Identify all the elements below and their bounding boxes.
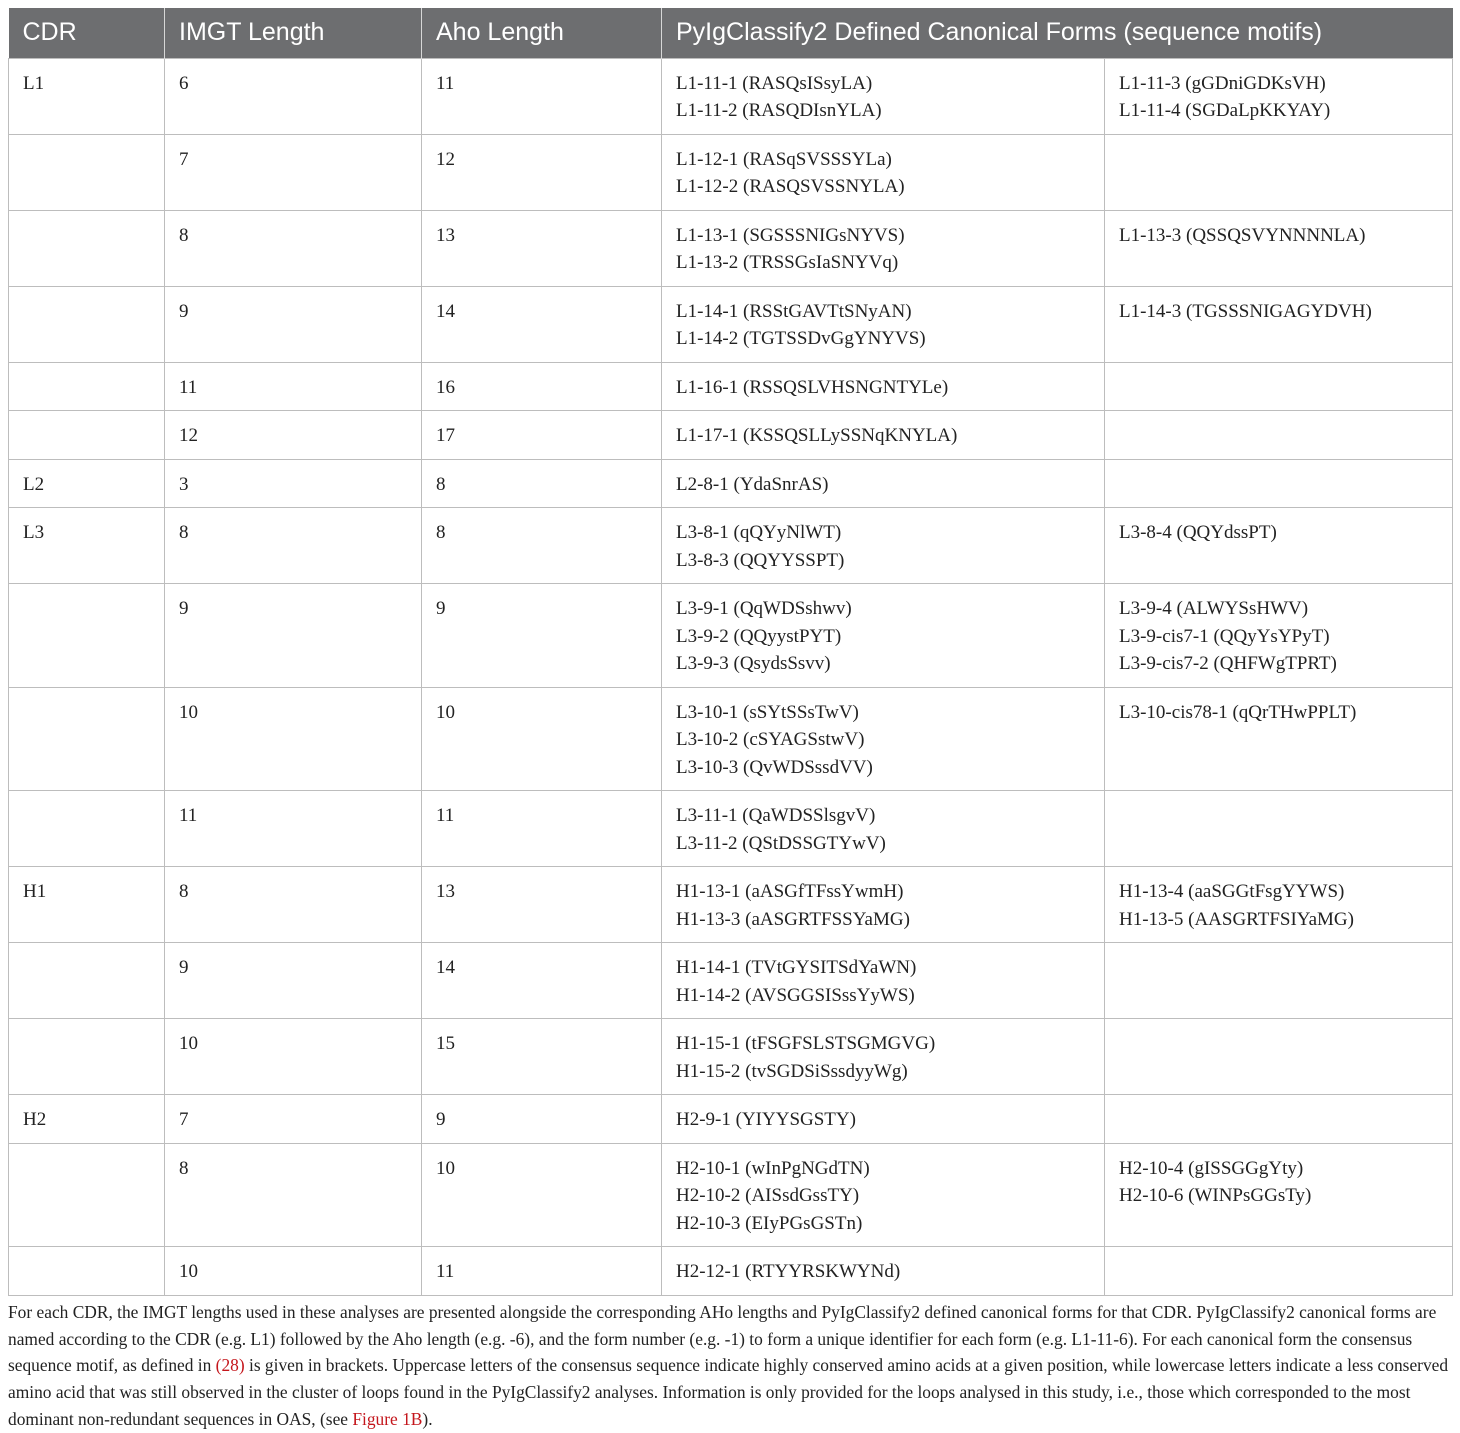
table-row	[9, 508, 1453, 584]
canonical-form: L3-9-2 (QQyystPYT)	[676, 625, 842, 647]
table-row	[9, 286, 1453, 362]
canonical-forms-cell	[662, 1019, 1105, 1095]
imgt-length-cell: 7	[165, 1095, 422, 1144]
canonical-form: H1-13-4 (aaSGGtFsgYYWS)	[1119, 881, 1345, 902]
cdr-cell	[9, 1019, 165, 1095]
imgt-length-cell: 12	[165, 411, 422, 460]
imgt-length-cell: 8	[165, 867, 422, 943]
canonical-form: H1-13-3 (aASGRTFSSYaMG)	[676, 908, 910, 930]
canonical-form: H1-13-1 (aASGfTFssYwmH)	[676, 881, 904, 902]
canonical-form: L1-13-1 (SGSSSNIGsNYVS)	[676, 224, 905, 246]
canonical-forms-cell	[662, 687, 1105, 791]
cdr-cell	[9, 411, 165, 460]
canonical-forms-cell-secondary	[1105, 286, 1453, 362]
table-row	[9, 1095, 1453, 1144]
table-row	[9, 1019, 1453, 1095]
canonical-form: L3-9-cis7-1 (QQyYsYPyT)	[1119, 625, 1330, 647]
canonical-forms-cell	[662, 134, 1105, 210]
aho-length-cell: 8	[422, 459, 662, 508]
aho-length-cell: 14	[422, 286, 662, 362]
canonical-form: H2-10-4 (gISSGGgYty)	[1119, 1157, 1304, 1179]
reference-link-28[interactable]: (28)	[215, 1355, 245, 1376]
table-row	[9, 1143, 1453, 1247]
canonical-form: L1-11-4 (SGDaLpKKYAY)	[1119, 100, 1331, 121]
imgt-length-cell: 11	[165, 791, 422, 867]
canonical-forms-cell-secondary	[1105, 943, 1453, 1019]
cdr-cell	[9, 210, 165, 286]
canonical-form: L3-9-1 (QqWDSshwv)	[676, 598, 852, 619]
imgt-length-cell: 10	[165, 687, 422, 791]
canonical-form: H1-15-1 (tFSGFSLSTSGMGVG)	[676, 1033, 936, 1054]
canonical-form: L1-14-1 (RSStGAVTtSNyAN)	[676, 300, 912, 322]
imgt-length-cell: 8	[165, 1143, 422, 1247]
imgt-length-cell: 9	[165, 943, 422, 1019]
table-header-row	[9, 8, 1453, 58]
caption-text-2: is given in brackets. Uppercase letters of the consensus sequence indicate highly conserved amino acids at a given position, while lowercase letters indicate a less conserved amino acid that was still observed in the cluster of loops found in the PyIgClassify2 analyses. Information is only provided for the loops analysed in this study, i.e., those which corresponded to the most dominant non-redundant sequences in OAS, (see	[8, 1355, 1449, 1429]
canonical-form: H2-10-1 (wInPgNGdTN)	[676, 1157, 870, 1179]
canonical-form: L1-11-1 (RASQsISsyLA)	[676, 72, 873, 94]
header-canonical-forms: PyIgClassify2 Defined Canonical Forms (sequence motifs)	[662, 8, 1453, 58]
aho-length-cell: 15	[422, 1019, 662, 1095]
canonical-form: H2-10-3 (EIyPGsGSTn)	[676, 1212, 863, 1234]
cdr-cell	[9, 791, 165, 867]
cdr-cell	[9, 1143, 165, 1247]
canonical-forms-cell	[662, 584, 1105, 688]
cdr-cell	[9, 134, 165, 210]
imgt-length-cell: 7	[165, 134, 422, 210]
canonical-forms-cell-secondary	[1105, 1247, 1453, 1296]
table-row	[9, 411, 1453, 460]
canonical-forms-cell	[662, 362, 1105, 411]
canonical-form: L1-13-3 (QSSQSVYNNNNLA)	[1119, 224, 1366, 246]
cdr-cell: L1	[9, 58, 165, 134]
table-row	[9, 58, 1453, 134]
canonical-form: L1-14-2 (TGTSSDvGgYNYVS)	[676, 328, 926, 349]
aho-length-cell: 9	[422, 1095, 662, 1144]
cdr-cell	[9, 584, 165, 688]
canonical-form: H2-10-6 (WINPsGGsTy)	[1119, 1185, 1312, 1206]
canonical-form: H1-15-2 (tvSGDSiSssdyyWg)	[676, 1060, 908, 1082]
imgt-length-cell: 9	[165, 584, 422, 688]
canonical-forms-cell	[662, 210, 1105, 286]
header-aho-length: Aho Length	[422, 8, 662, 58]
table-row	[9, 210, 1453, 286]
canonical-form: L1-11-2 (RASQDIsnYLA)	[676, 100, 882, 121]
canonical-forms-cell	[662, 1247, 1105, 1296]
table-row	[9, 459, 1453, 508]
canonical-forms-cell-secondary	[1105, 210, 1453, 286]
canonical-forms-cell	[662, 1143, 1105, 1247]
cdr-cell	[9, 943, 165, 1019]
canonical-form: L3-9-4 (ALWYSsHWV)	[1119, 598, 1309, 619]
canonical-forms-cell-secondary	[1105, 459, 1453, 508]
aho-length-cell: 11	[422, 1247, 662, 1296]
canonical-forms-cell-secondary	[1105, 584, 1453, 688]
imgt-length-cell: 10	[165, 1019, 422, 1095]
imgt-length-cell: 8	[165, 210, 422, 286]
aho-length-cell: 10	[422, 687, 662, 791]
table-body	[9, 58, 1453, 1295]
caption-text-3: ).	[422, 1408, 433, 1429]
canonical-form: H2-9-1 (YIYYSGSTY)	[676, 1109, 856, 1130]
canonical-forms-cell	[662, 867, 1105, 943]
canonical-forms-cell-secondary	[1105, 134, 1453, 210]
table-row	[9, 584, 1453, 688]
cdr-cell: L3	[9, 508, 165, 584]
table-row	[9, 867, 1453, 943]
cdr-cell: H2	[9, 1095, 165, 1144]
canonical-form: L1-16-1 (RSSQSLVHSNGNTYLe)	[676, 376, 949, 398]
figure-1b-link[interactable]: Figure 1B	[352, 1408, 423, 1429]
aho-length-cell: 13	[422, 867, 662, 943]
imgt-length-cell: 9	[165, 286, 422, 362]
canonical-forms-cell	[662, 943, 1105, 1019]
imgt-length-cell: 3	[165, 459, 422, 508]
canonical-forms-table	[8, 8, 1453, 1296]
cdr-cell	[9, 362, 165, 411]
canonical-form: H1-13-5 (AASGRTFSIYaMG)	[1119, 908, 1354, 930]
aho-length-cell: 17	[422, 411, 662, 460]
canonical-form: L3-9-cis7-2 (QHFWgTPRT)	[1119, 653, 1337, 674]
canonical-form: H2-12-1 (RTYYRSKWYNd)	[676, 1261, 901, 1282]
table-row	[9, 362, 1453, 411]
table-row	[9, 943, 1453, 1019]
imgt-length-cell: 10	[165, 1247, 422, 1296]
canonical-forms-cell-secondary	[1105, 1019, 1453, 1095]
canonical-forms-cell-secondary	[1105, 687, 1453, 791]
canonical-forms-cell-secondary	[1105, 1143, 1453, 1247]
canonical-form: L1-11-3 (gGDniGDKsVH)	[1119, 72, 1326, 94]
table-caption	[8, 1299, 1454, 1433]
canonical-form: L1-12-2 (RASQSVSSNYLA)	[676, 176, 905, 197]
canonical-form: L3-8-3 (QQYYSSPT)	[676, 549, 845, 571]
canonical-form: L3-8-1 (qQYyNlWT)	[676, 522, 842, 543]
aho-length-cell: 12	[422, 134, 662, 210]
cdr-cell	[9, 687, 165, 791]
canonical-form: L3-11-1 (QaWDSSlsgvV)	[676, 805, 876, 826]
caption-text-1: For each CDR, the IMGT lengths used in these analyses are presented alongside the corresponding AHo lengths and PyIgClassify2 defined canonical forms for that CDR. PyIgClassify2 canonical forms are named according to the CDR (e.g. L1) followed by the Aho length (e.g. -6), and the form number (e.g. -1) to form a unique identifier for each form (e.g. L1-11-6). For each canonical form the consensus sequence motif, as defined in	[8, 1302, 1437, 1376]
cdr-cell: H1	[9, 867, 165, 943]
canonical-forms-cell-secondary	[1105, 362, 1453, 411]
aho-length-cell: 13	[422, 210, 662, 286]
table-row	[9, 1247, 1453, 1296]
canonical-form: L1-13-2 (TRSSGsIaSNYVq)	[676, 252, 899, 273]
aho-length-cell: 9	[422, 584, 662, 688]
canonical-forms-cell-secondary	[1105, 791, 1453, 867]
canonical-forms-cell-secondary	[1105, 1095, 1453, 1144]
aho-length-cell: 10	[422, 1143, 662, 1247]
canonical-form: L3-10-3 (QvWDSssdVV)	[676, 756, 873, 778]
table-row	[9, 791, 1453, 867]
canonical-forms-cell-secondary	[1105, 58, 1453, 134]
imgt-length-cell: 6	[165, 58, 422, 134]
canonical-form: L2-8-1 (YdaSnrAS)	[676, 473, 829, 495]
cdr-cell: L2	[9, 459, 165, 508]
canonical-form: L3-10-2 (cSYAGSstwV)	[676, 729, 865, 750]
aho-length-cell: 11	[422, 58, 662, 134]
canonical-form: H2-10-2 (AISsdGssTY)	[676, 1185, 860, 1206]
aho-length-cell: 14	[422, 943, 662, 1019]
canonical-forms-cell	[662, 286, 1105, 362]
header-imgt-length: IMGT Length	[165, 8, 422, 58]
canonical-form: H1-14-2 (AVSGGSISssYyWS)	[676, 984, 915, 1006]
canonical-forms-cell	[662, 459, 1105, 508]
canonical-form: L3-10-cis78-1 (qQrTHwPPLT)	[1119, 701, 1357, 723]
canonical-form: L3-10-1 (sSYtSSsTwV)	[676, 701, 859, 723]
canonical-form: L3-9-3 (QsydsSsvv)	[676, 653, 831, 674]
imgt-length-cell: 8	[165, 508, 422, 584]
canonical-forms-cell-secondary	[1105, 411, 1453, 460]
canonical-form: L3-8-4 (QQYdssPT)	[1119, 522, 1277, 543]
canonical-forms-cell	[662, 1095, 1105, 1144]
aho-length-cell: 16	[422, 362, 662, 411]
canonical-form: H1-14-1 (TVtGYSITSdYaWN)	[676, 957, 917, 978]
aho-length-cell: 8	[422, 508, 662, 584]
canonical-form: L1-14-3 (TGSSSNIGAGYDVH)	[1119, 300, 1372, 322]
header-cdr: CDR	[9, 8, 165, 58]
canonical-forms-cell	[662, 508, 1105, 584]
cdr-cell	[9, 286, 165, 362]
canonical-forms-cell	[662, 791, 1105, 867]
canonical-form: L1-12-1 (RASqSVSSSYLa)	[676, 148, 892, 170]
imgt-length-cell: 11	[165, 362, 422, 411]
cdr-cell	[9, 1247, 165, 1296]
canonical-forms-cell-secondary	[1105, 508, 1453, 584]
canonical-forms-cell	[662, 411, 1105, 460]
table-row	[9, 687, 1453, 791]
canonical-forms-cell-secondary	[1105, 867, 1453, 943]
table-row	[9, 134, 1453, 210]
canonical-forms-cell	[662, 58, 1105, 134]
canonical-form: L1-17-1 (KSSQSLLySSNqKNYLA)	[676, 425, 958, 446]
table-container	[8, 8, 1452, 1296]
canonical-form: L3-11-2 (QStDSSGTYwV)	[676, 832, 886, 854]
aho-length-cell: 11	[422, 791, 662, 867]
